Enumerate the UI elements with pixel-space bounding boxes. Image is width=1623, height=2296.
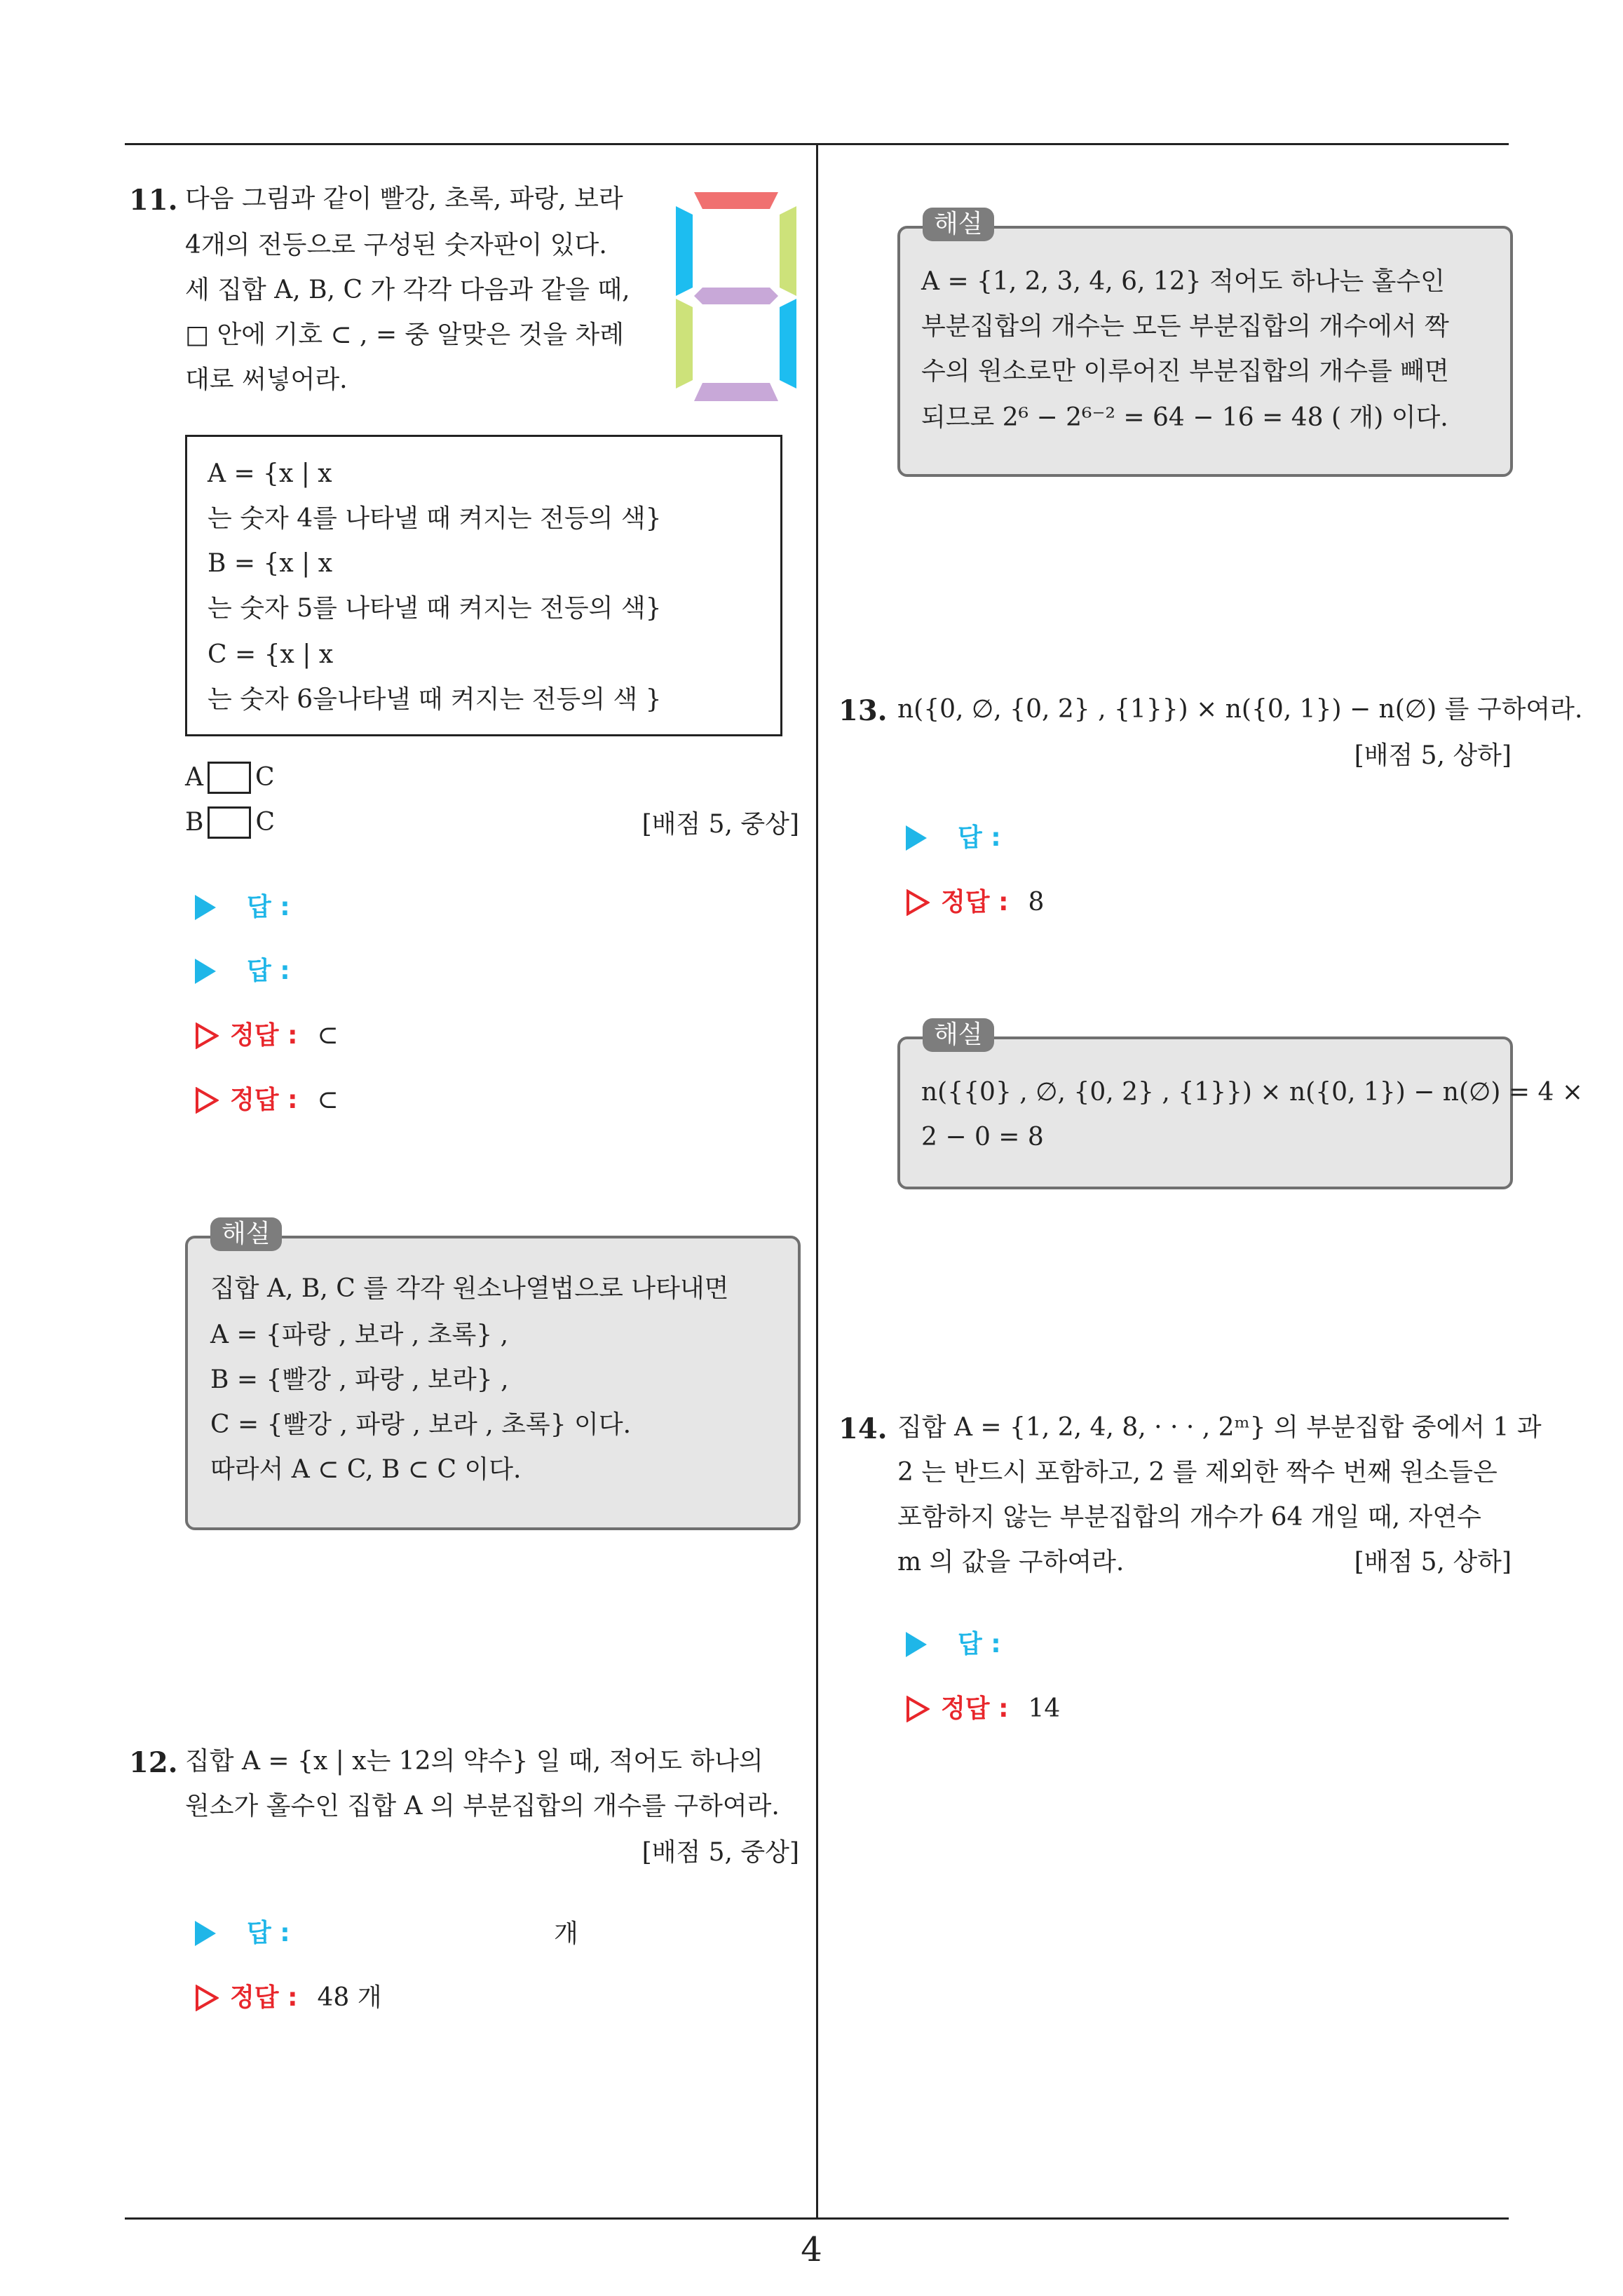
seven-segment-display: [673, 189, 799, 407]
q11-text-line: 세 집합 A, B, C 가 각각 다음과 같을 때,: [185, 276, 630, 304]
question-11-number: 11.: [129, 184, 178, 217]
q12-text-line: 집합 A = {x | x는 12의 약수} 일 때, 적어도 하나의: [185, 1747, 763, 1776]
q11-text-line: 다음 그림과 같이 빨강, 초록, 파랑, 보라: [185, 184, 623, 213]
q14-text-line: 2 는 반드시 포함하고, 2 를 제외한 짝수 번째 원소들은: [897, 1458, 1498, 1487]
segment-bottom-purple: [694, 383, 778, 401]
page-number: 4: [801, 2230, 822, 2269]
play-triangle-icon: [195, 895, 216, 920]
segment-middle-purple: [694, 288, 778, 304]
q11-answer-row-1: [195, 894, 290, 920]
answer-label: 답 :: [958, 823, 1001, 852]
q13-solution-box: [897, 1036, 1513, 1189]
correct-value: 14: [1028, 1694, 1061, 1723]
q11-solution-line: B = {빨강 , 파랑 , 보라} ,: [210, 1365, 509, 1394]
q14-answer-row: [906, 1631, 1001, 1657]
q12-text-line: 원소가 홀수인 집합 A 의 부분집합의 개수를 구하여라.: [185, 1792, 780, 1821]
q12-solution-tag: 해설: [923, 208, 994, 241]
correct-label: 정답 :: [230, 1021, 298, 1050]
q11-correct-row-1: [195, 1022, 339, 1049]
q11-score: [배점 5, 중상]: [641, 810, 799, 839]
correct-value: ⊂: [317, 1021, 339, 1050]
q11-solution-tag: 해설: [210, 1217, 282, 1251]
set-c-definition: C = {x | x: [208, 640, 334, 669]
relation-right-symbol: C: [255, 763, 275, 792]
q13-question: n({0, ∅, {0, 2} , {1}}) × n({0, 1}) − n(∅) 를 구하여라.: [897, 695, 1583, 724]
relation-blank-box[interactable]: [208, 806, 251, 839]
q13-answer-row: [906, 825, 1001, 851]
q12-solution-line: 부분집합의 개수는 모든 부분집합의 개수에서 짝: [921, 312, 1449, 341]
relation-a-c: [185, 762, 275, 794]
answer-label: 답 :: [247, 1919, 290, 1947]
correct-label: 정답 :: [941, 888, 1009, 917]
answer-label: 답 :: [958, 1630, 1001, 1659]
q11-solution-line: A = {파랑 , 보라 , 초록} ,: [210, 1321, 509, 1349]
q12-solution-line: A = {1, 2, 3, 4, 6, 12} 적어도 하나는 홀수인: [921, 267, 1445, 296]
set-a-definition: 는 숫자 4를 나타낼 때 켜지는 전등의 색}: [208, 504, 662, 533]
q12-answer-unit: 개: [554, 1919, 578, 1948]
relation-b-c: [185, 806, 275, 839]
play-triangle-icon: [906, 825, 927, 851]
segment-lower-left-green: [676, 299, 693, 389]
q11-solution-line: C = {빨강 , 파랑 , 보라 , 초록} 이다.: [210, 1410, 632, 1439]
q12-correct-row: [195, 1985, 382, 2011]
q11-text-line: 대로 써넣어라.: [185, 365, 348, 394]
outline-triangle-icon: [195, 1985, 219, 2011]
outline-triangle-icon: [195, 1022, 219, 1049]
q11-solution-line: 집합 A, B, C 를 각각 원소나열법으로 나타내면: [210, 1274, 729, 1303]
q14-correct-row: [906, 1696, 1060, 1722]
play-triangle-icon: [195, 1921, 216, 1946]
answer-label: 답 :: [247, 893, 290, 921]
answer-label: 답 :: [247, 957, 290, 985]
relation-left-symbol: B: [185, 808, 204, 837]
outline-triangle-icon: [195, 1087, 219, 1114]
correct-value: 48 개: [317, 1983, 382, 2012]
play-triangle-icon: [195, 959, 216, 984]
set-b-definition: B = {x | x: [208, 549, 333, 578]
q12-answer-row: [195, 1920, 290, 1946]
q13-solution-tag: 해설: [923, 1018, 994, 1052]
correct-label: 정답 :: [230, 1983, 298, 2012]
segment-upper-right-green: [780, 206, 796, 296]
q13-solution-line: 2 − 0 = 8: [921, 1123, 1044, 1152]
q12-solution-line: 수의 원소로만 이루어진 부분집합의 개수를 빼면: [921, 357, 1449, 386]
relation-left-symbol: A: [185, 763, 203, 792]
q13-score: [배점 5, 상하]: [1354, 741, 1512, 770]
q11-answer-row-2: [195, 958, 290, 984]
set-c-definition: 는 숫자 6을나타낼 때 켜지는 전등의 색 }: [208, 685, 662, 714]
set-b-definition: 는 숫자 5를 나타낼 때 켜지는 전등의 색}: [208, 594, 662, 623]
correct-label: 정답 :: [941, 1694, 1009, 1723]
segment-upper-left-blue: [676, 206, 693, 296]
column-divider: [816, 144, 818, 2219]
question-14-number: 14.: [838, 1412, 888, 1445]
q11-text-line: □ 안에 기호 ⊂ , = 중 알맞은 것을 차례: [185, 320, 625, 349]
q14-text-line: m 의 값을 구하여라.: [897, 1548, 1125, 1576]
relation-blank-box[interactable]: [208, 762, 251, 794]
q11-solution-line: 따라서 A ⊂ C, B ⊂ C 이다.: [210, 1455, 522, 1484]
segment-top-red: [694, 192, 778, 209]
q14-text-line: 포함하지 않는 부분집합의 개수가 64 개일 때, 자연수: [897, 1503, 1481, 1532]
q14-text-line: 집합 A = {1, 2, 4, 8, · · · , 2ᵐ} 의 부분집합 중에서 1 과: [897, 1413, 1542, 1442]
q12-solution-line: 되므로 2⁶ − 2⁶⁻² = 64 − 16 = 48 ( 개) 이다.: [921, 403, 1448, 432]
q14-score: [배점 5, 상하]: [1354, 1548, 1512, 1576]
q11-correct-row-2: [195, 1087, 339, 1114]
outline-triangle-icon: [906, 1696, 930, 1722]
set-a-definition: A = {x | x: [208, 459, 332, 488]
q12-score: [배점 5, 중상]: [641, 1838, 799, 1867]
q12-solution-box: [897, 226, 1513, 477]
correct-value: ⊂: [317, 1086, 339, 1114]
question-12-number: 12.: [129, 1746, 178, 1779]
q13-correct-row: [906, 889, 1044, 916]
correct-label: 정답 :: [230, 1086, 298, 1114]
q11-text-line: 4개의 전등으로 구성된 숫자판이 있다.: [185, 231, 607, 259]
q13-solution-line: n({{0} , ∅, {0, 2} , {1}}) × n({0, 1}) − n(∅) = 4 ×: [921, 1078, 1583, 1107]
segment-lower-right-blue: [780, 299, 796, 389]
relation-right-symbol: C: [255, 808, 276, 837]
bottom-rule: [125, 2217, 1509, 2220]
question-13-number: 13.: [838, 694, 888, 727]
correct-value: 8: [1028, 888, 1045, 917]
outline-triangle-icon: [906, 889, 930, 916]
play-triangle-icon: [906, 1632, 927, 1657]
